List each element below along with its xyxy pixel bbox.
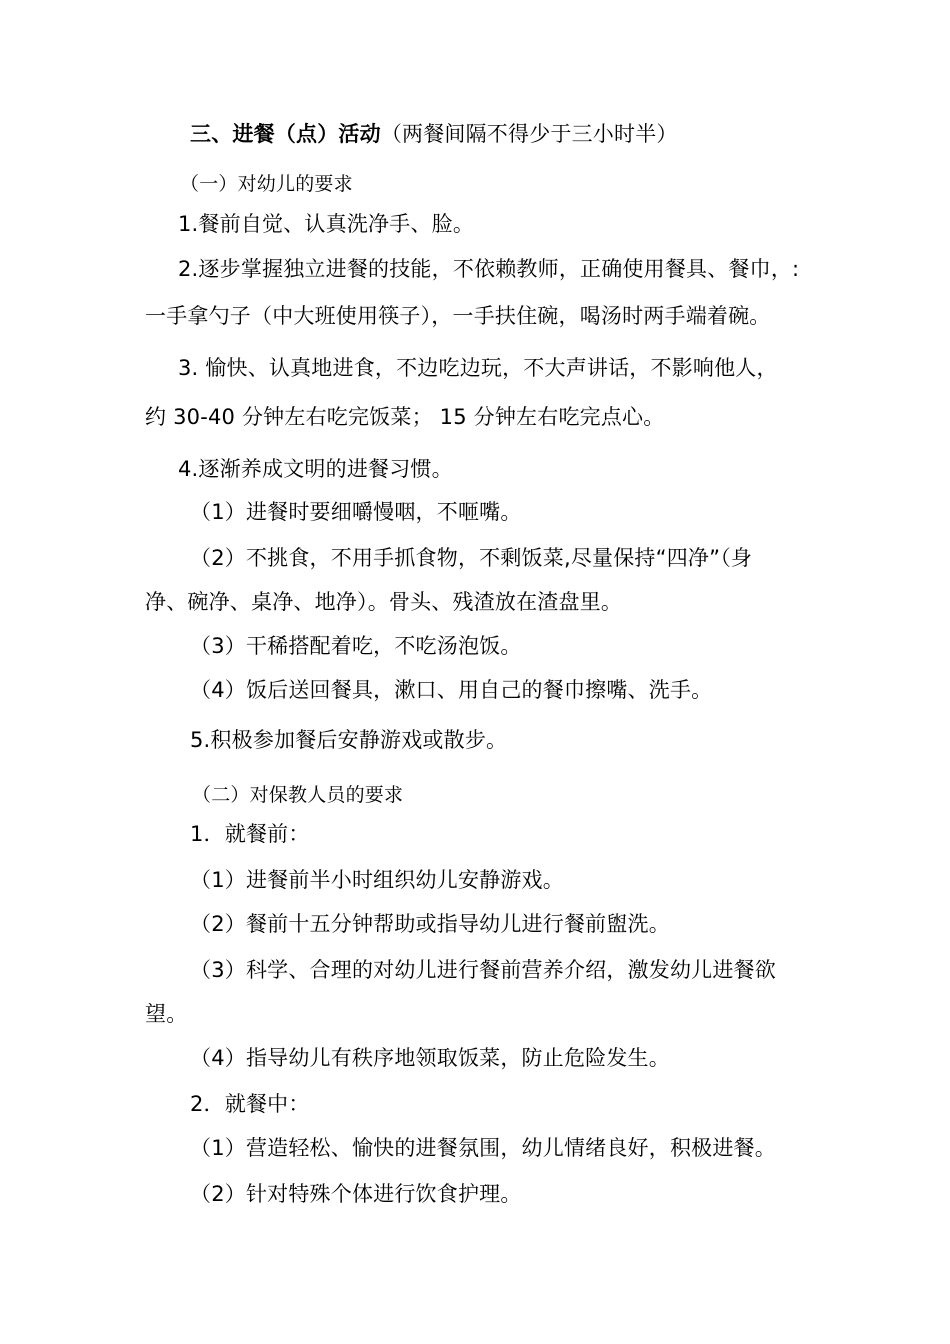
section1-item3-line2: 约 30-40 分钟左右吃完饭菜； 15 分钟左右吃完点心。: [145, 405, 665, 429]
section1-item4-4: （4）饭后送回餐具，漱口、用自己的餐巾擦嘴、洗手。: [190, 678, 713, 702]
section1-item4-2-line2: 净、碗净、桌净、地净）。骨头、残渣放在渣盘里。: [145, 590, 623, 614]
section1-item1: 1.餐前自觉、认真洗净手、脸。: [178, 212, 475, 236]
section2-sub1-3-line2: 望。: [145, 1002, 188, 1026]
section1-item5: 5.积极参加餐后安静游戏或散步。: [190, 728, 508, 752]
section1-item3-line1: 3. 愉快、认真地进食，不边吃边玩，不大声讲话，不影响他人，: [178, 356, 778, 380]
section2-sub1: 1．就餐前：: [190, 822, 310, 846]
section2-sub2: 2．就餐中：: [190, 1092, 310, 1116]
section1-item4-3: （3）干稀搭配着吃，不吃汤泡饭。: [190, 634, 522, 658]
section1-item4: 4.逐渐养成文明的进餐习惯。: [178, 457, 453, 481]
section2-sub1-1: （1）进餐前半小时组织幼儿安静游戏。: [190, 868, 564, 892]
section1-item2-line1: 2.逐步掌握独立进餐的技能，不依赖教师，正确使用餐具、餐巾，:: [178, 257, 800, 281]
section-heading: [190, 120, 678, 148]
section2-sub1-2: （2）餐前十五分钟帮助或指导幼儿进行餐前盥洗。: [190, 912, 670, 936]
section2-sub2-1: （1）营造轻松、愉快的进餐氛围，幼儿情绪良好，积极进餐。: [190, 1136, 776, 1160]
section1-item4-2-line1: （2）不挑食，不用手抓食物，不剩饭菜,尽量保持“四净”（身: [190, 546, 753, 570]
heading-note: （两餐间隔不得少于三小时半）: [380, 122, 678, 146]
heading-title: 三、进餐（点）活动: [190, 122, 381, 146]
section2-title: （二）对保教人员的要求: [192, 784, 404, 806]
section2-sub1-3-line1: （3）科学、合理的对幼儿进行餐前营养介绍，激发幼儿进餐欲: [190, 958, 776, 982]
section2-sub2-2: （2）针对特殊个体进行饮食护理。: [190, 1182, 522, 1206]
section1-item2-line2: 一手拿勺子（中大班使用筷子），一手扶住碗，喝汤时两手端着碗。: [145, 304, 771, 328]
section1-item4-1: （1）进餐时要细嚼慢咽，不咂嘴。: [190, 500, 522, 524]
section2-sub1-4: （4）指导幼儿有秩序地领取饭菜，防止危险发生。: [190, 1046, 670, 1070]
section1-title: （一）对幼儿的要求: [180, 173, 353, 195]
